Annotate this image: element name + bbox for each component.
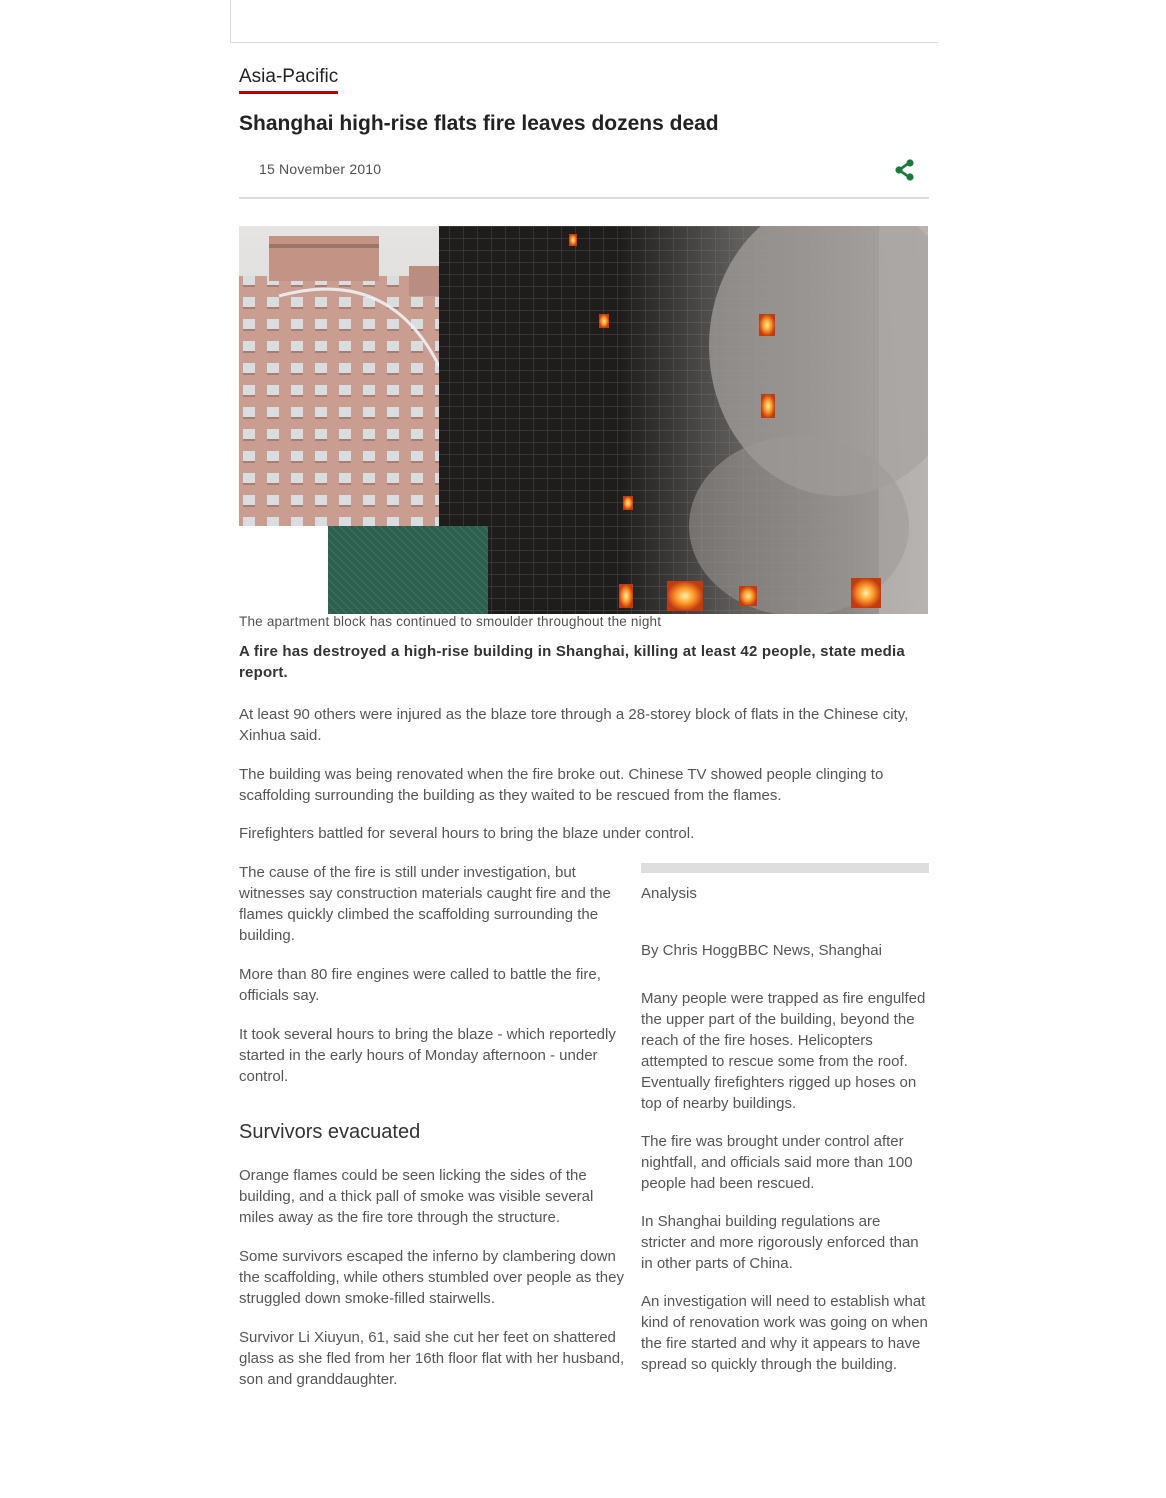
subheading: Survivors evacuated	[239, 1121, 421, 1143]
paragraph: The building was being renovated when the fire broke out. Chinese TV showed people clinging to scaffolding surrounding the building as they waited to be rescued from the flames.	[239, 766, 884, 804]
article-date: 15 November 2010	[259, 161, 382, 177]
paragraph: Firefighters battled for several hours to bring the blaze under control.	[239, 825, 695, 842]
left-column	[239, 862, 629, 1408]
section-link[interactable]: Asia-Pacific	[239, 66, 338, 94]
analysis-paragraph: The fire was brought under control after nightfall, and officials said more than 100 people had been rescued.	[641, 1133, 913, 1192]
share-button[interactable]	[893, 158, 917, 182]
analysis-paragraph: An investigation will need to establish what kind of renovation work was going on when the fire started and why it appears to have spread so quickly through the building.	[641, 1293, 928, 1373]
paragraph: More than 80 fire engines were called to battle the fire, officials say.	[239, 966, 601, 1004]
header-divider	[239, 197, 929, 199]
paragraph: The cause of the fire is still under investigation, but witnesses say construction materials caught fire and the flames quickly climbed the scaffolding surrounding the building.	[239, 864, 611, 944]
analysis-paragraph: Many people were trapped as fire engulfed the upper part of the building, beyond the reach of the fire hoses. Helicopters attempted to rescue some from the roof. Eventually firefighters rigged up hoses on top of nearby buildings.	[641, 990, 926, 1112]
article-photo	[239, 226, 928, 614]
paragraph: At least 90 others were injured as the blaze tore through a 28-storey block of flats in the Chinese city, Xinhua said.	[239, 706, 909, 744]
analysis-label: Analysis	[641, 885, 697, 902]
paragraph: Some survivors escaped the inferno by clambering down the scaffolding, while others stumbled over people as they struggled down smoke-filled stairwells.	[239, 1248, 624, 1307]
analysis-byline: By Chris HoggBBC News, Shanghai	[641, 942, 882, 959]
paragraph: Survivor Li Xiuyun, 61, said she cut her feet on shattered glass as she fled from her 16th floor flat with her husband, son and granddaughter.	[239, 1329, 625, 1388]
analysis-box	[641, 863, 929, 1375]
article-lead: A fire has destroyed a high-rise building in Shanghai, killing at least 42 people, state media report.	[239, 643, 905, 681]
paragraph: It took several hours to bring the blaze - which reportedly started in the early hours of Monday afternoon - under control.	[239, 1026, 616, 1085]
paragraph: Orange flames could be seen licking the sides of the building, and a thick pall of smoke was visible several miles away as the fire tore through the structure.	[239, 1167, 594, 1226]
photo-caption: The apartment block has continued to smoulder throughout the night	[239, 614, 662, 629]
article-headline: Shanghai high-rise flats fire leaves dozens dead	[239, 112, 719, 135]
top-navigation-bar	[230, 0, 938, 43]
share-icon	[893, 158, 917, 182]
analysis-paragraph: In Shanghai building regulations are stricter and more rigorously enforced than in other parts of China.	[641, 1213, 919, 1272]
